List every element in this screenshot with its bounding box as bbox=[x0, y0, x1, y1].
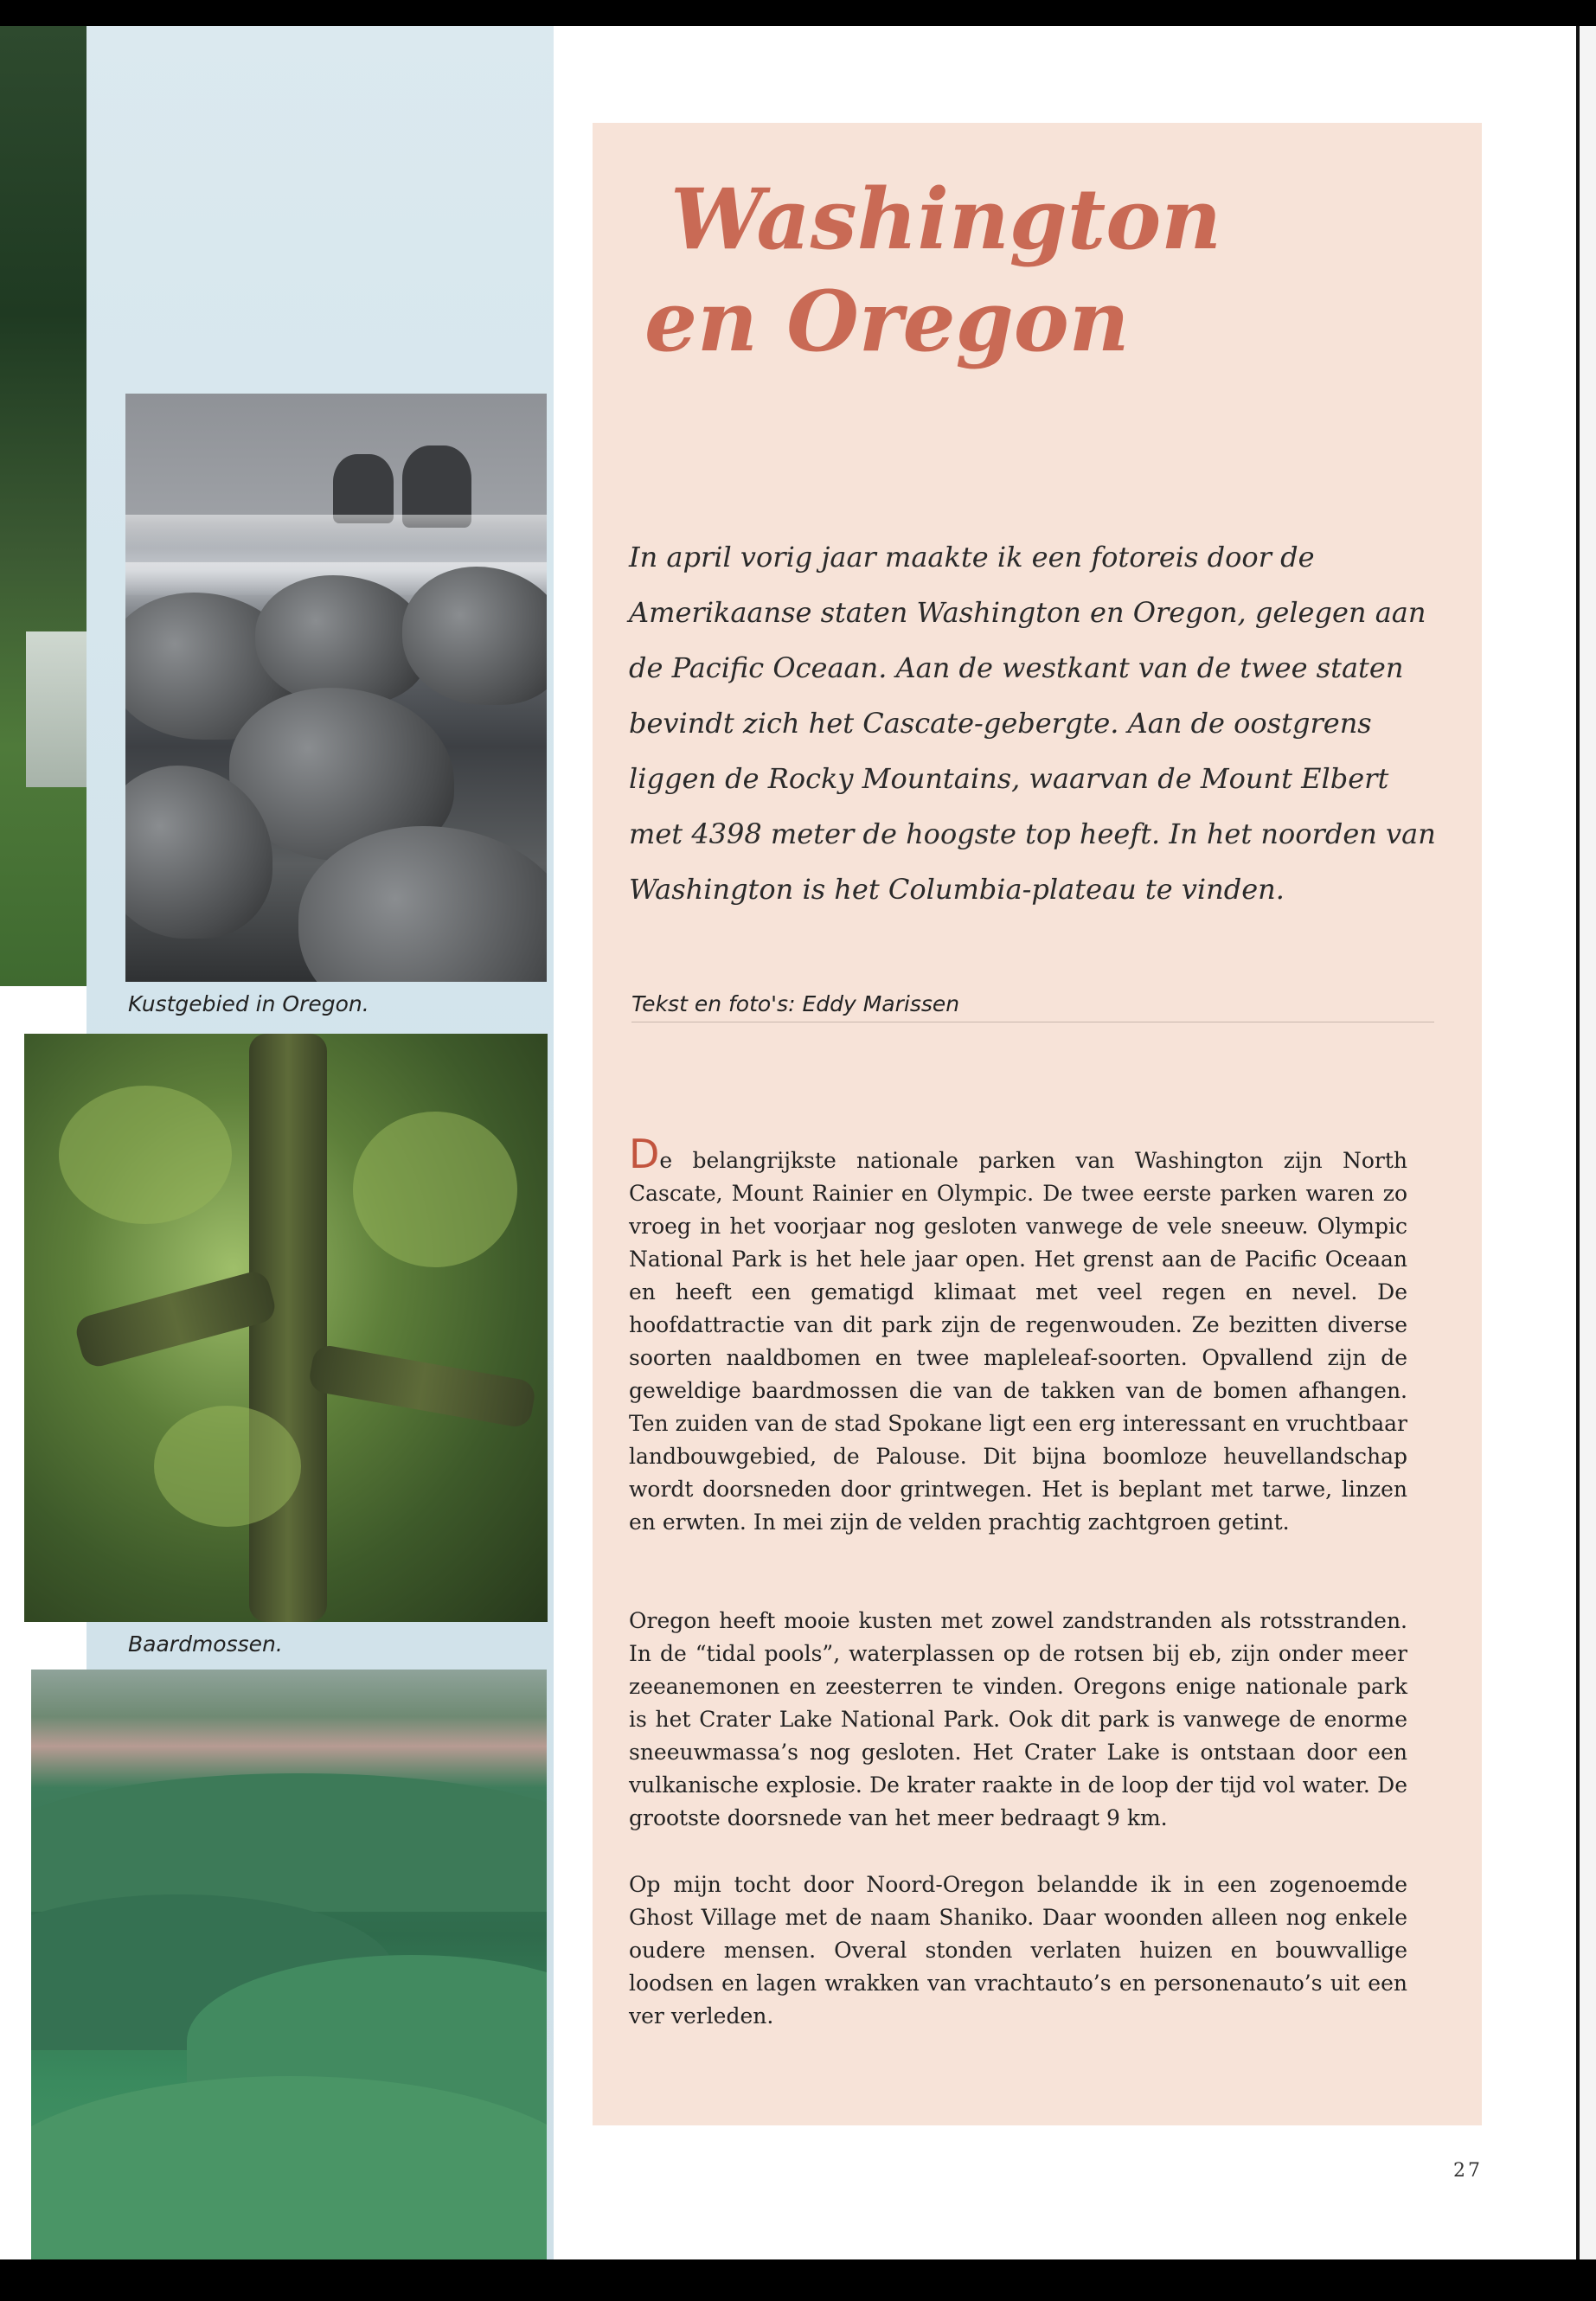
scan-border-bottom bbox=[0, 2259, 1596, 2301]
scan-border-top bbox=[0, 0, 1596, 26]
moss-cluster bbox=[353, 1112, 517, 1267]
body-paragraph: Op mijn tocht door Noord-Oregon belandde ik in een zogenoemde Ghost Village met de naam Shaniko. Daar woonden alleen nog enkele oudere mensen. Overal stonden verlaten huizen en bouwvallige loodsen en lagen wrakken van vrachtauto’s en personenauto’s uit een ver verleden. bbox=[629, 1872, 1407, 2029]
title-line-2: en Oregon bbox=[644, 272, 1130, 370]
body-paragraph bbox=[629, 1131, 1407, 1539]
scan-border-right bbox=[1576, 26, 1596, 2259]
caption-forest: Baardmossen. bbox=[128, 1631, 283, 1657]
body-paragraph: Oregon heeft mooie kusten met zowel zandstranden als rotsstranden. In de “tidal pools”, waterplassen op de rotsen bij eb, zijn onder meer zeeanemonen en zeesterren te vinden. Oregons enige nationale park is het Crater Lake National Park. Ook dit park is vanwege de enorme sneeuwmassa’s nog gesloten. Het Crater Lake is ontstaan door een vulkanische explosie. De krater raakte in de loop der tijd vol water. De grootste doorsnede van het meer bedraagt 9 km. bbox=[629, 1608, 1407, 1830]
moss-cluster bbox=[154, 1406, 301, 1527]
surf-wave bbox=[125, 515, 547, 548]
drop-cap: D bbox=[629, 1131, 660, 1177]
byline: Tekst en foto's: Eddy Marissen bbox=[631, 991, 1434, 1022]
intro-text: In april vorig jaar maakte ik een fotoreis door de Amerikaanse staten Washington en Oregon, gelegen aan de Pacific Oceaan. Aan de westkant van de twee staten bevindt zich het Cascate-gebergte. Aan de oostgrens liggen de Rocky Mountains, waarvan de Mount Elbert met 4398 meter de hoogste top heeft. In het noorden van Washington is het Columbia-plateau te vinden. bbox=[629, 541, 1436, 906]
boulder bbox=[402, 567, 547, 705]
photo-palouse-hills bbox=[31, 1670, 547, 2259]
photo-coast-oregon bbox=[125, 394, 547, 982]
tree-branch bbox=[73, 1268, 279, 1369]
page-number: 27 bbox=[1453, 2160, 1483, 2182]
tree-branch bbox=[307, 1343, 537, 1429]
article-title bbox=[644, 169, 1423, 373]
building-detail bbox=[26, 631, 87, 787]
moss-cluster bbox=[59, 1086, 232, 1224]
hill-ridge bbox=[31, 2076, 547, 2259]
photo-forest-edge bbox=[0, 26, 87, 986]
hill-ridge bbox=[31, 1773, 547, 1912]
paragraph-text: e belangrijkste nationale parken van Washington zijn North Cascate, Mount Rainier en Olympic. De twee eerste parken waren zo vroeg in het voorjaar nog gesloten vanwege de vele sneeuw. Olympic National Park is het hele jaar open. Het grenst aan de Pacific Oceaan en heeft een gematigd klimaat met veel regen en nevel. De hoofdattractie van dit park zijn de regenwouden. Ze bezitten diverse soorten naaldbomen en twee mapleleaf-soorten. Opvallend zijn de geweldige baardmossen die van de takken van de bomen afhangen. Ten zuiden van de stad Spokane ligt een erg interessant en vruchtbaar landbouwgebied, de Palouse. Dit bijna boomloze heuvellandschap wordt doorsneden door grintwegen. Het is beplant met tarwe, linzen en erwten. In mei zijn de velden prachtig zachtgroen getint. bbox=[629, 1148, 1407, 1535]
tree-trunk bbox=[249, 1034, 327, 1622]
sea-stack bbox=[333, 454, 394, 523]
title-line-1: Washington bbox=[670, 170, 1222, 268]
caption-coast: Kustgebied in Oregon. bbox=[128, 991, 369, 1016]
photo-baardmossen bbox=[24, 1034, 548, 1622]
